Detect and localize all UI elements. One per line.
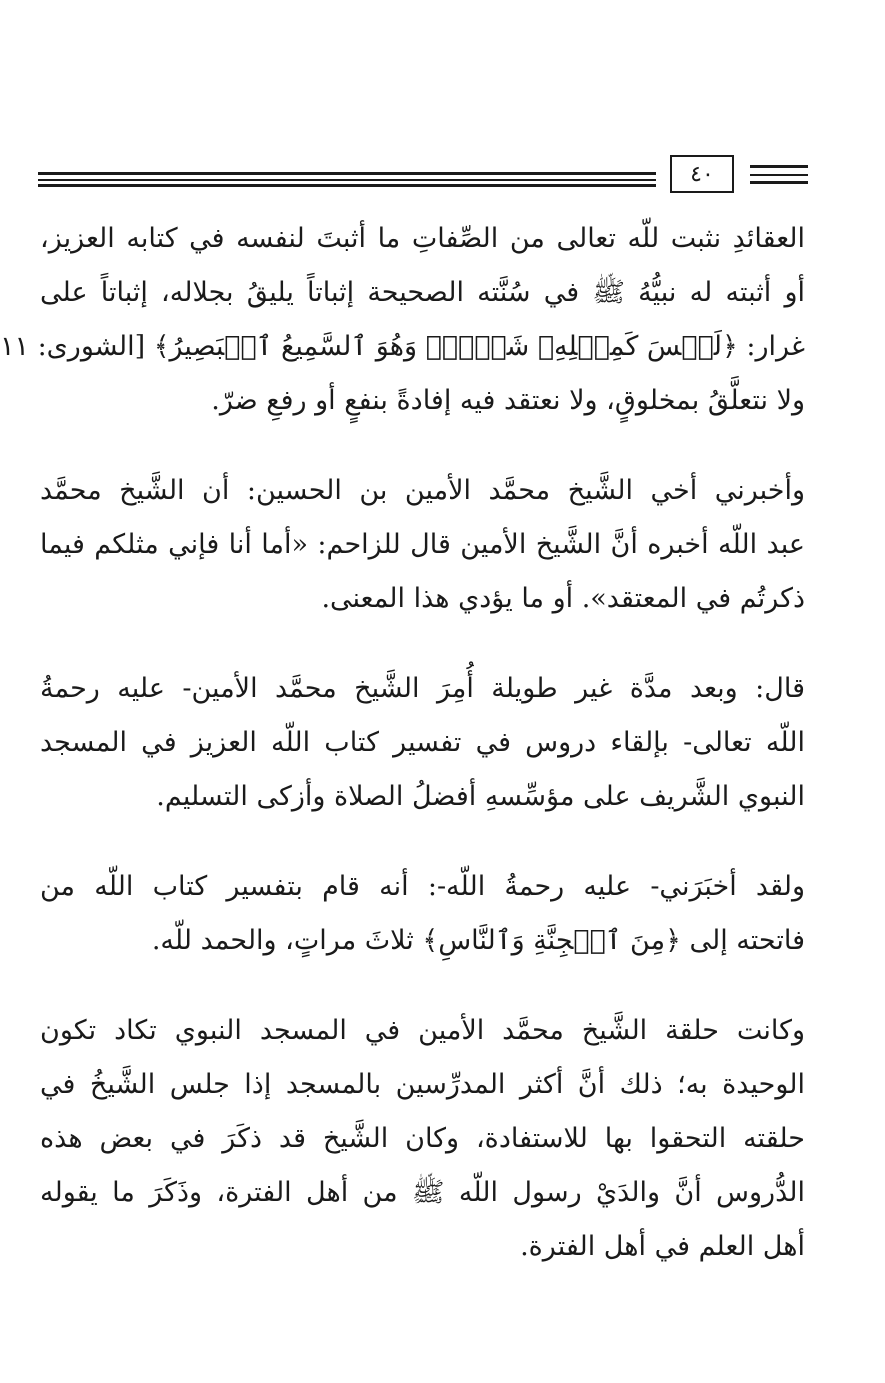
text-line: ولقد أخبَرَني- عليه رحمةُ اللّه-: أنه قام بتفسير كتاب اللّه من bbox=[40, 871, 805, 902]
header-rule bbox=[750, 165, 808, 168]
header-rule bbox=[750, 181, 808, 184]
paragraph bbox=[40, 1004, 805, 1274]
text-line: عبد اللّه أخبره أنَّ الشَّيخ الأمين قال للزاحم: «أما أنا فإني مثلكم فيما bbox=[40, 529, 805, 560]
header-rule bbox=[38, 184, 656, 187]
text-line: أو أثبته له نبيُّهُ ﷺ في سُنَّته الصحيحة إثباتاً يليقُ بجلاله، إثباتاً على bbox=[40, 277, 805, 308]
body-text bbox=[0, 212, 805, 1274]
text-line: ولا نتعلَّقُ بمخلوقٍ، ولا نعتقد فيه إفادةً بنفعٍ أو رفعِ ضرّ. bbox=[211, 385, 805, 416]
paragraph bbox=[40, 464, 805, 626]
text-line: حلقته التحقوا بها للاستفادة، وكان الشَّيخ قد ذكَرَ في بعض هذه bbox=[40, 1123, 805, 1154]
text-line: وأخبرني أخي الشَّيخ محمَّد الأمين بن الحسين: أن الشَّيخ محمَّد bbox=[40, 475, 805, 506]
text-line: الوحيدة به؛ ذلك أنَّ أكثر المدرِّسين بالمسجد إذا جلس الشَّيخُ في bbox=[40, 1069, 805, 1100]
text-line: الدُّروس أنَّ والدَيْ رسول اللّه ﷺ من أهل الفترة، وذَكَرَ ما يقوله bbox=[40, 1177, 805, 1208]
text-line: فاتحته إلى ﴿مِنَ ٱلۡجِنَّةِ وَٱلنَّاسِ﴾ ثلاثَ مراتٍ، والحمد للّه. bbox=[151, 925, 805, 956]
text-line: النبوي الشَّريف على مؤسِّسهِ أفضلُ الصلاة وأزكى التسليم. bbox=[156, 781, 805, 812]
paragraph bbox=[0, 212, 805, 428]
header-rule bbox=[38, 179, 656, 181]
text-line: ذكرتُم في المعتقد». أو ما يؤدي هذا المعنى. bbox=[321, 583, 805, 614]
text-line: وكانت حلقة الشَّيخ محمَّد الأمين في المسجد النبوي تكاد تكون bbox=[40, 1015, 805, 1046]
paragraph bbox=[40, 662, 805, 824]
text-line: أهل العلم في أهل الفترة. bbox=[520, 1231, 805, 1262]
text-line: العقائدِ نثبت للّه تعالى من الصِّفاتِ ما أثبتَ لنفسه في كتابه العزيز، bbox=[40, 223, 805, 254]
page-number: ٤٠ bbox=[670, 155, 734, 193]
text-line: قال: وبعد مدَّة غير طويلة أُمِرَ الشَّيخ محمَّد الأمين- عليه رحمةُ bbox=[40, 673, 805, 704]
header-rule bbox=[38, 172, 656, 175]
paragraph bbox=[40, 860, 805, 968]
header-rule bbox=[750, 174, 808, 176]
page-header bbox=[38, 150, 808, 200]
text-line: اللّه تعالى- بإلقاء دروس في تفسير كتاب اللّه العزيز في المسجد bbox=[40, 727, 805, 758]
text-line: غرار: ﴿لَيۡسَ كَمِثۡلِهِۦ شَيۡءٞۖ وَهُوَ ٱلسَّمِيعُ ٱلۡبَصِيرُ﴾ [الشورى: ١١ bbox=[0, 331, 805, 362]
